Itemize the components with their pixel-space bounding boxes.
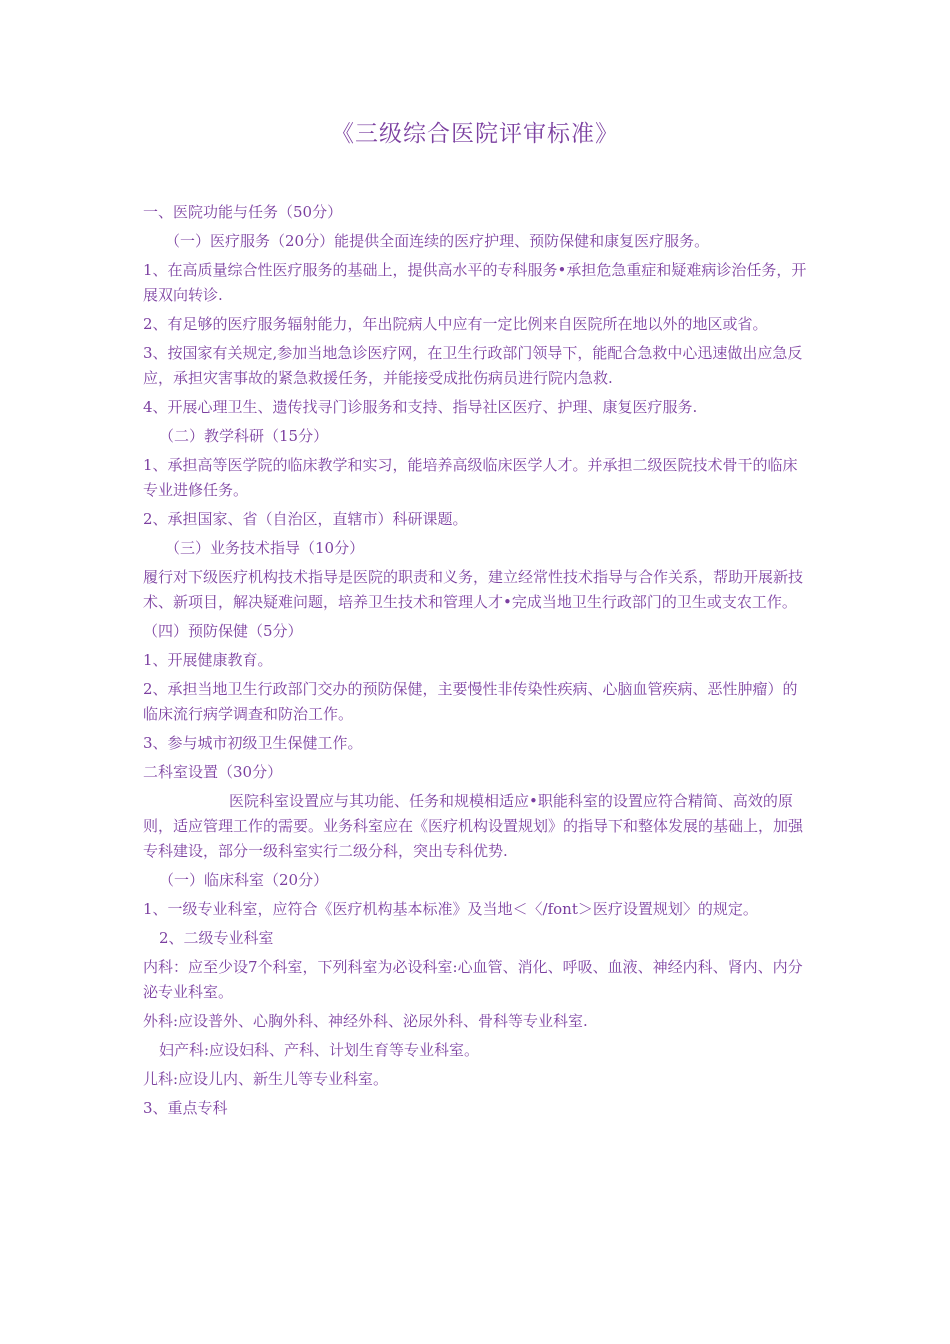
paragraph: 3、按国家有关规定,参加当地急诊医疗网，在卫生行政部门领导下，能配合急救中心迅速做出应急反应，承担灾害事故的紧急救援任务，并能接受成批伤病员进行院内急救. (143, 344, 803, 387)
paragraph: 3、参与城市初级卫生保健工作。 (143, 734, 363, 752)
subsection-teaching-research: （二）教学科研（15分） (159, 427, 329, 445)
subsection-prevention: （四）预防保健（5分） (143, 622, 303, 640)
document-body (143, 200, 807, 1125)
paragraph: 2、承担国家、省（自治区，直辖市）科研课题。 (143, 510, 468, 528)
paragraph: 医院科室设置应与其功能、任务和规模相适应•职能科室的设置应符合精简、高效的原则，适应管理工作的需要。业务科室应在《医疗机构设置规划》的指导下和整体发展的基础上，加强专科建设，部分一级科室实行二级分科，突出专科优势. (143, 792, 804, 860)
paragraph: 2、承担当地卫生行政部门交办的预防保健，主要慢性非传染性疾病、心脑血管疾病、恶性肿瘤）的临床流行病学调查和防治工作。 (143, 680, 798, 723)
paragraph: 儿科:应设儿内、新生儿等专业科室。 (143, 1070, 389, 1088)
paragraph: 1、在高质量综合性医疗服务的基础上，提供高水平的专科服务•承担危急重症和疑难病诊治任务，开展双向转诊. (143, 261, 807, 304)
paragraph: 履行对下级医疗机构技术指导是医院的职责和义务，建立经常性技术指导与合作关系，帮助开展新技术、新项目，解决疑难问题，培养卫生技术和管理人才•完成当地卫生行政部门的卫生或支农工作。 (143, 568, 804, 611)
paragraph: 3、重点专科 (143, 1099, 228, 1117)
document-title: 《三级综合医院评审标准》 (331, 121, 619, 147)
paragraph: 4、开展心理卫生、遗传找寻门诊服务和支持、指导社区医疗、护理、康复医疗服务. (143, 398, 698, 416)
paragraph: 内科：应至少设7个科室，下列科室为必设科室:心血管、消化、呼吸、血液、神经内科、肾内、内分泌专业科室。 (143, 958, 803, 1001)
section-heading-2: 二科室设置（30分） (143, 763, 283, 781)
section-heading-1: 一、医院功能与任务（50分） (143, 203, 343, 221)
subsection-technical-guidance: （三）业务技术指导（10分） (165, 539, 365, 557)
paragraph: 1、一级专业科室，应符合《医疗机构基本标准》及当地＜〈/font＞医疗设置规划〉的规定。 (143, 900, 758, 918)
paragraph: 2、二级专业科室 (159, 929, 274, 947)
subsection-clinical-departments: （一）临床科室（20分） (159, 871, 329, 889)
paragraph: 1、承担高等医学院的临床教学和实习，能培养高级临床医学人才。并承担二级医院技术骨干的临床专业进修任务。 (143, 456, 798, 499)
paragraph: 外科:应设普外、心胸外科、神经外科、泌尿外科、骨科等专业科室. (143, 1012, 588, 1030)
paragraph: 2、有足够的医疗服务辐射能力，年出院病人中应有一定比例来自医院所在地以外的地区或省。 (143, 315, 768, 333)
paragraph: 妇产科:应设妇科、产科、计划生育等专业科室。 (159, 1041, 480, 1059)
paragraph: 1、开展健康教育。 (143, 651, 273, 669)
subsection-medical-service: （一）医疗服务（20分）能提供全面连续的医疗护理、预防保健和康复医疗服务。 (165, 232, 710, 250)
